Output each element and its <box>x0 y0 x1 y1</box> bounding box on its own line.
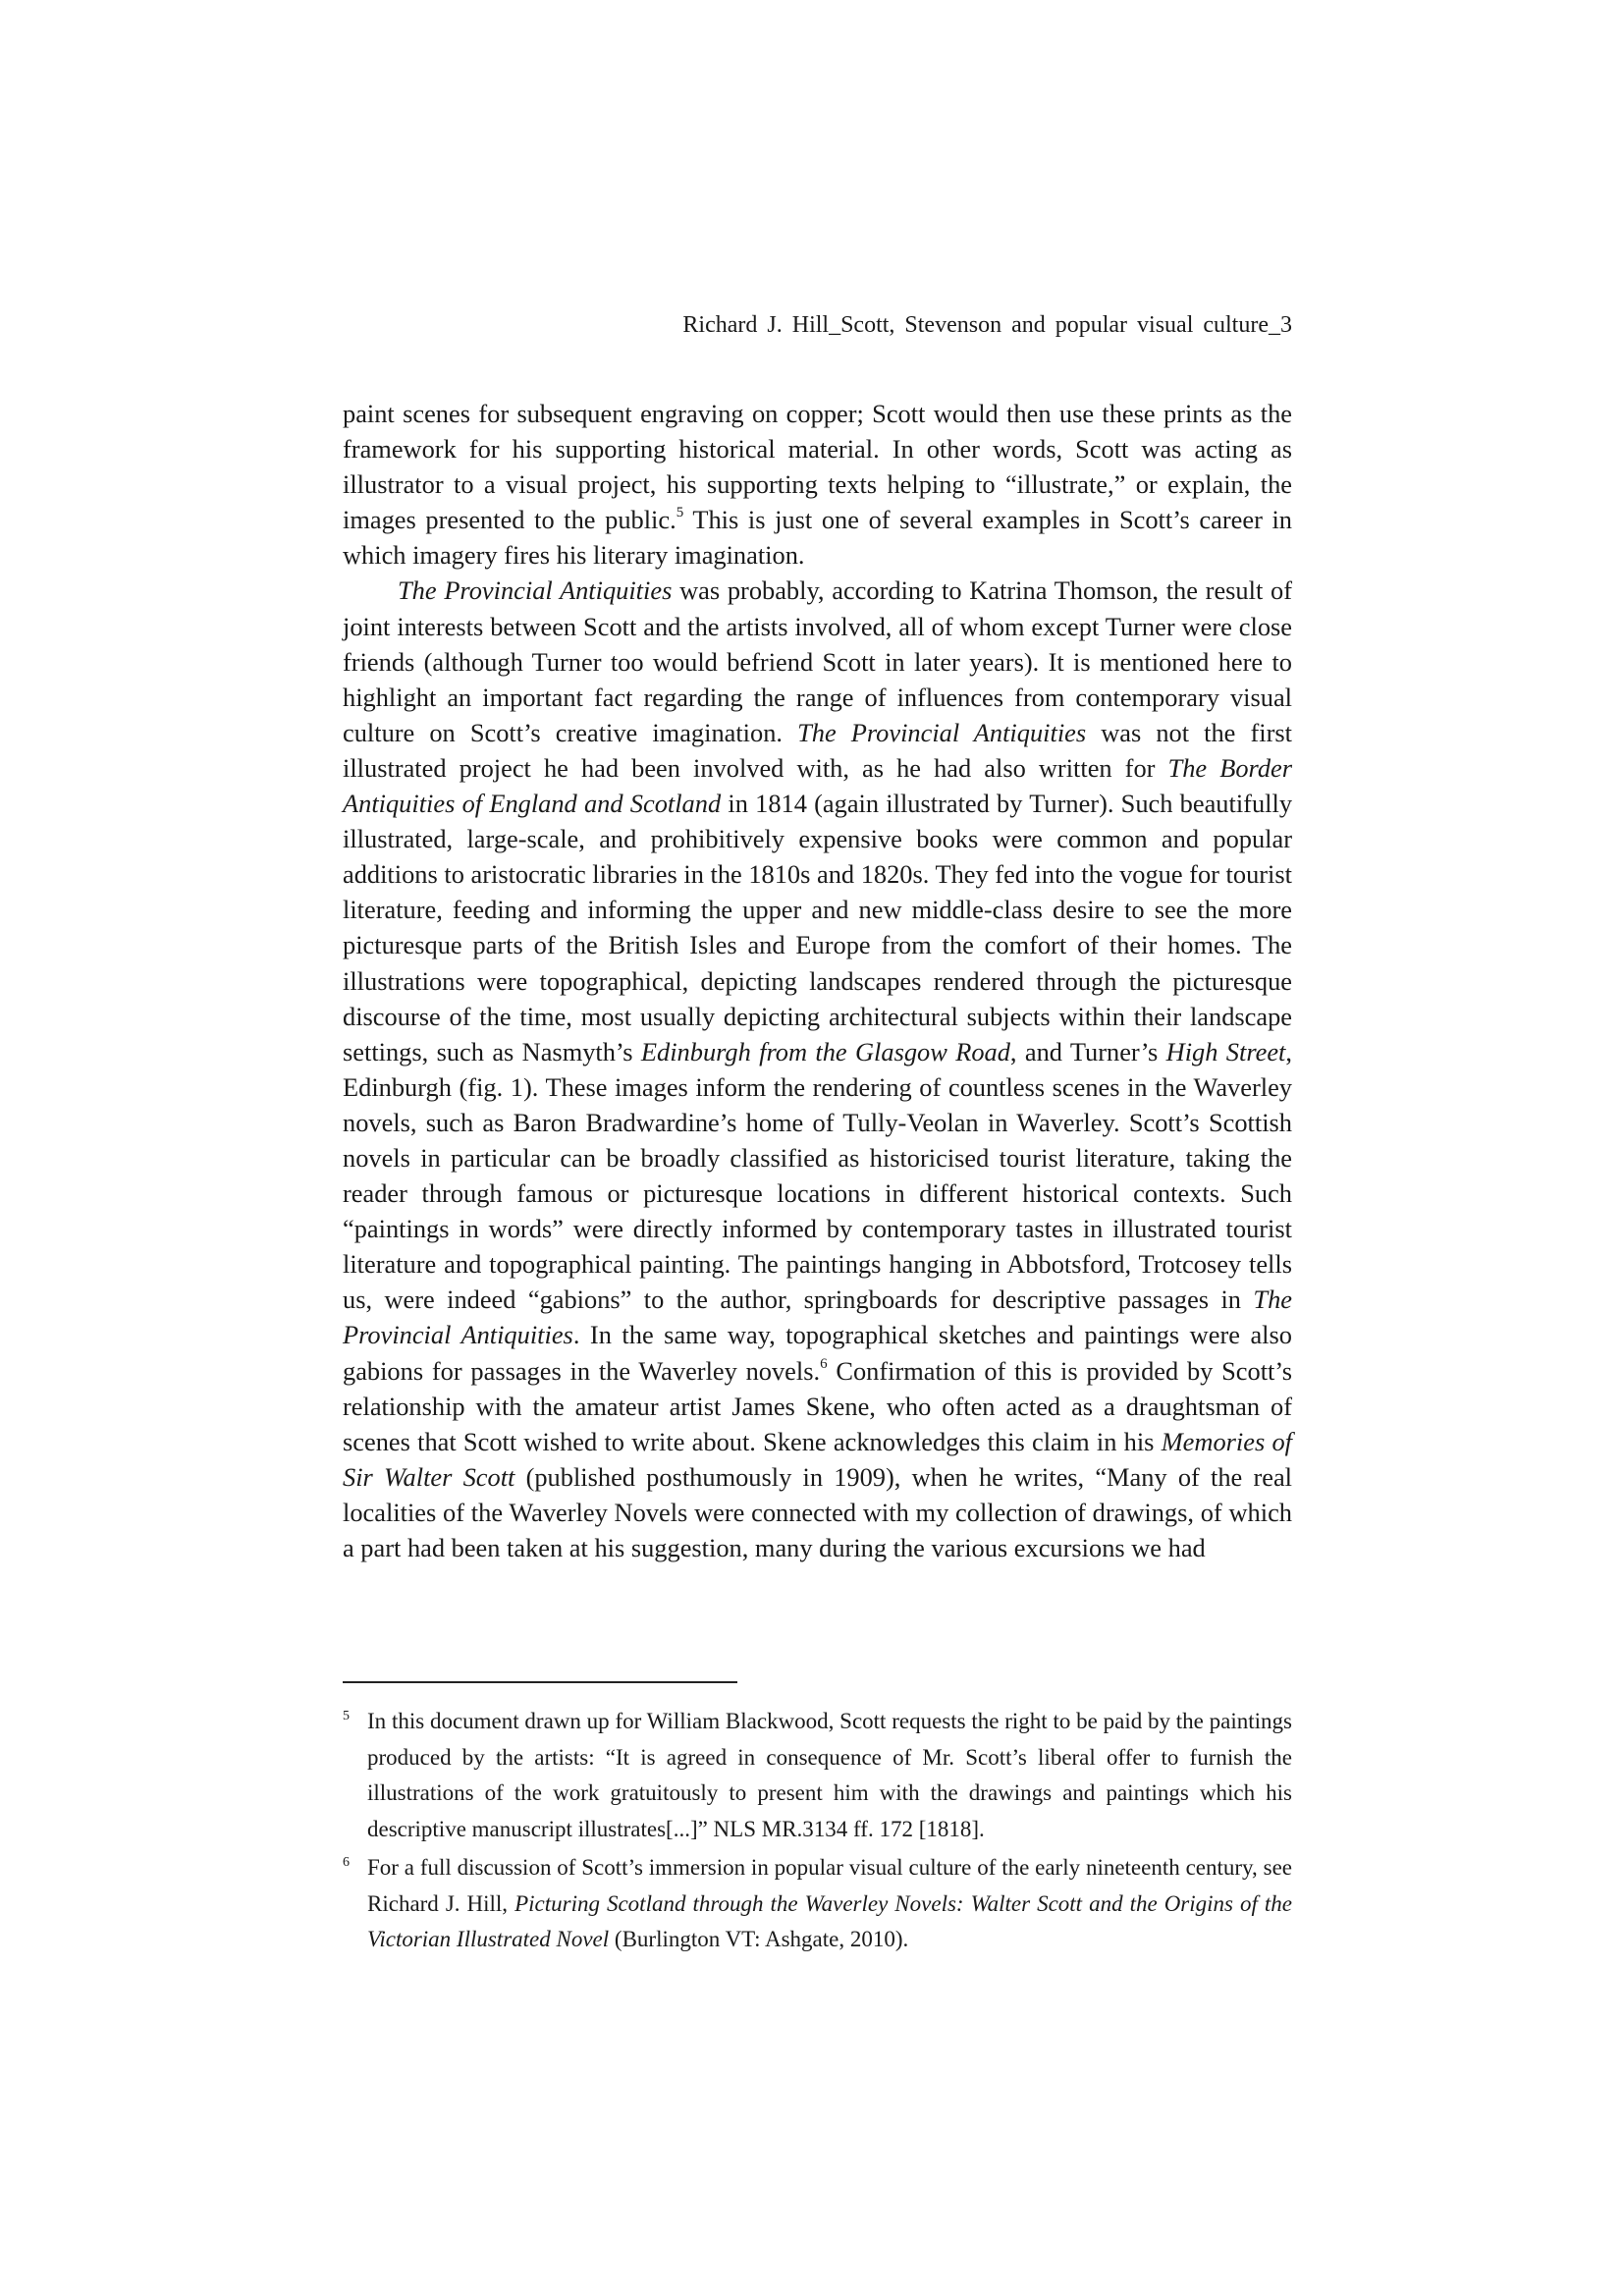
text-run: paint scenes for subsequent engraving on copper; Scott would then use these prints as the framework for his supporting historical material. In other words, Scott was acting as illustrator to a visual project, his supporting texts helping to “illustrate,” or explain, the images presented to the public. <box>343 399 1292 535</box>
text-run: Confirmation of this is provided by Scott’s relationship with the amateur artist James Skene, who often acted as a draughtsman of scenes that Scott wished to write about. Skene acknowledges this claim in his <box>343 1355 1292 1456</box>
italic-title: The Border Antiquities of England and Scotland <box>343 752 1292 819</box>
text-run: This is just one of several examples in Scott’s career in which imagery fires his literary imagination. <box>343 505 1292 571</box>
italic-title: The Provincial Antiquities <box>343 1285 1292 1350</box>
running-header: Richard J. Hill_Scott, Stevenson and popular visual culture_3 <box>682 312 1292 338</box>
text-run: (published posthumously in 1909), when he writes, “Many of the real localities of the Waverley Novels were connected with my collection of drawings, of which a part had been taken at his suggestion, many during the various excursions we had <box>343 1461 1292 1562</box>
text-run: , Edinburgh (fig. 1). These images inform the rendering of countless scenes in the Waverley novels, such as Baron Bradwardine’s home of Tully-Veolan in Waverley. Scott’s Scottish novels in particular can be broadly classified as historicised tourist literature, taking the reader through famous or picturesque locations in different historical contexts. Such “paintings in words” were directly informed by contemporary tastes in illustrated tourist literature and topographical painting. The paintings hanging in Abbotsford, Trotcosey tells us, were indeed “gabions” to the author, springboards for descriptive passages in <box>343 1036 1292 1315</box>
footnote-text: (Burlington VT: Ashgate, 2010). <box>609 1927 909 1951</box>
footnote-text: In this document drawn up for William Blackwood, Scott requests the right to be paid by the paintings produced by the artists: “It is agreed in consequence of Mr. Scott’s liberal offer to furnish the illustrations of the work gratuitously to present him with the drawings and paintings which his descriptive manuscript illustrates[...]” NLS MR.3134 ff. 172 [1818]. <box>367 1709 1292 1841</box>
text-run: was probably, according to Katrina Thomson, the result of joint interests between Scott and the artists involved, all of whom except Turner were close friends (although Turner too would befriend Scott in later years). It is mentioned here to highlight an important fact regarding the range of influences from contemporary visual culture on Scott’s creative imagination. <box>343 575 1293 747</box>
text-run: was not the first illustrated project he had been involved with, as he had also written for <box>343 717 1292 783</box>
italic-title: The Provincial Antiquities <box>398 575 673 606</box>
footnote-5: 5 In this document drawn up for William Blackwood, Scott requests the right to be paid by the paintings produced by the artists: “It is agreed in consequence of Mr. Scott’s liberal offer to furnish the illustrations of the work gratuitously to present him with the drawings and paintings which his descriptive manuscript illustrates[...]” NLS MR.3134 ff. 172 [1818]. <box>343 1709 1292 1841</box>
footnote-ref-5[interactable]: 5 <box>676 505 684 521</box>
text-run: , and Turner’s <box>1009 1036 1166 1066</box>
footnote-separator <box>343 1681 737 1683</box>
paragraph <box>343 573 1292 1565</box>
italic-title: Edinburgh from the Glasgow Road <box>640 1036 1010 1066</box>
text-run: in 1814 (again illustrated by Turner). Such beautifully illustrated, large-scale, and prohibitively expensive books were common and popular additions to aristocratic libraries in the 1810s and 1820s. They fed into the vogue for tourist literature, feeding and informing the upper and new middle-class desire to see the more picturesque parts of the British Isles and Europe from the comfort of their homes. The illustrations were topographical, depicting landscapes rendered through the picturesque discourse of the time, most usually depicting architectural subjects within their landscape settings, such as Nasmyth’s <box>343 789 1293 1066</box>
italic-title: High Street <box>1165 1036 1286 1066</box>
paragraph <box>343 396 1292 573</box>
footnote-text: For a full discussion of Scott’s immersion in popular visual culture of the early nineteenth century, see Richard J. Hill, <box>367 1855 1292 1916</box>
italic-title: The Provincial Antiquities <box>797 717 1087 747</box>
italic-title: Memories of Sir Walter Scott <box>343 1426 1292 1492</box>
text-run: . In the same way, topographical sketches and paintings were also gabions for passages in the Waverley novels. <box>343 1320 1292 1386</box>
footnote-ref-6[interactable]: 6 <box>820 1355 828 1372</box>
italic-title: Picturing Scotland through the Waverley Novels: Walter Scott and the Origins of the Victorian Illustrated Novel <box>367 1890 1292 1951</box>
body-text <box>343 396 1292 1565</box>
footnote-6: 6 For a full discussion of Scott’s immersion in popular visual culture of the early nineteenth century, see Richard J. Hill, Picturing Scotland through the Waverley Novels: Walter Scott and the Origins of the Victorian Illustrated Novel (Burlington VT: Ashgate, 2010). <box>343 1855 1292 1951</box>
footnotes <box>343 1704 1292 1961</box>
